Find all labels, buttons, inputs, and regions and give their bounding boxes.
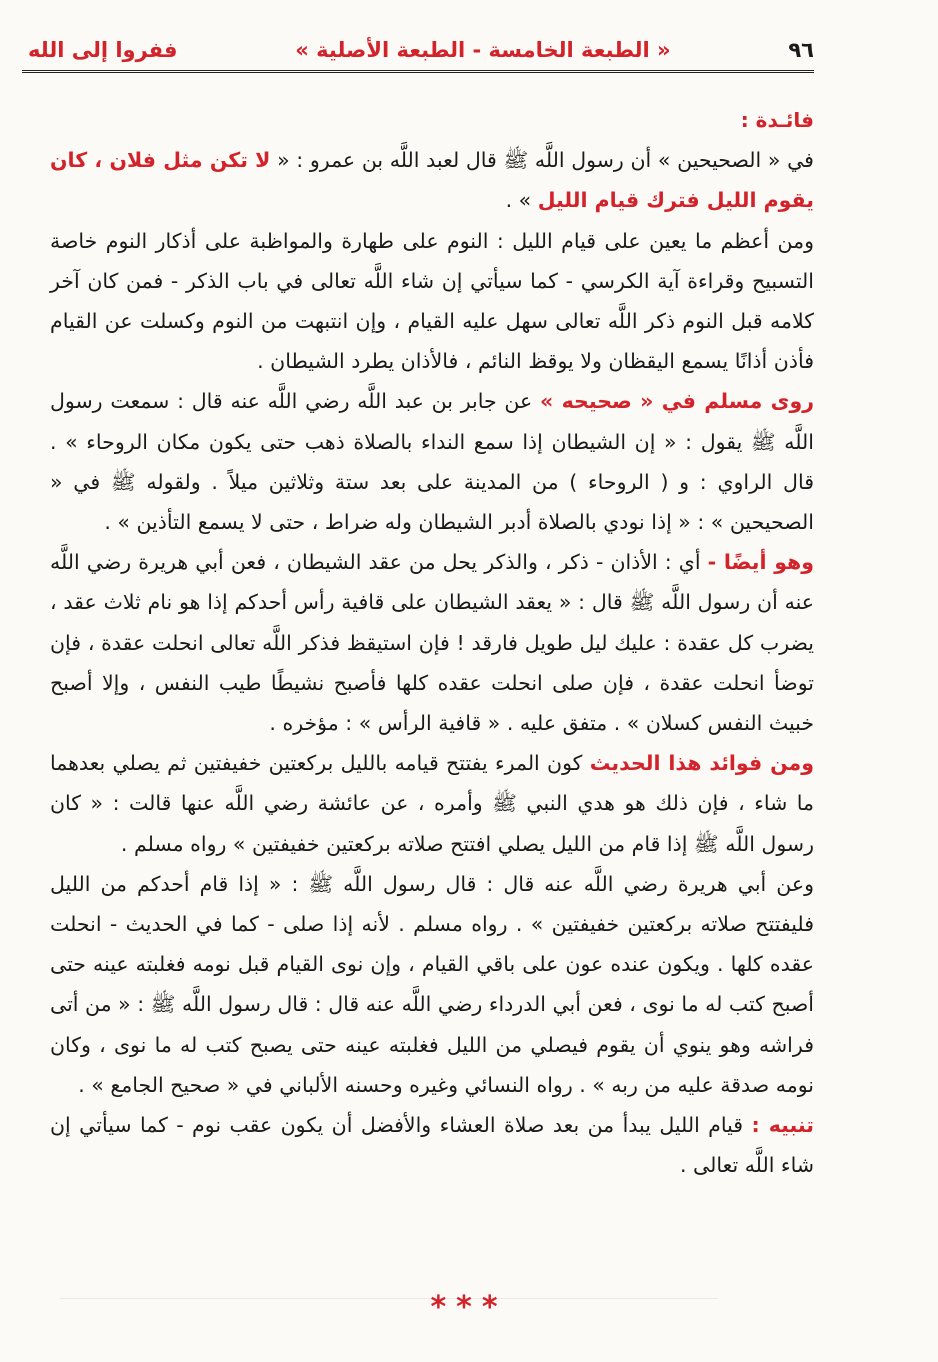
header-divider <box>22 70 814 73</box>
paragraph-3-text: عن جابر بن عبد اللَّه رضي اللَّه عنه قال : سمعت رسول اللَّه ﷺ يقول : « إن الشيطان إذا سمع النداء بالصلاة ذهب حتى يكون مكان الروحاء » . قال الراوي : و ( الروحاء ) من المدينة على بعد ستة وثلاثين ميلاً . ولقوله ﷺ في « الصحيحين » : « إذا نودي بالصلاة أدبر الشيطان وله ضراط ، حتى لا يسمع التأذين » . <box>50 389 814 535</box>
paragraph-3-lead: روى مسلم في « صحيحه » <box>540 389 815 414</box>
paragraph-6: وعن أبي هريرة رضي اللَّه عنه قال : قال رسول اللَّه ﷺ : « إذا قام أحدكم من الليل فليفتتح صلاته بركعتين خفيفتين » . رواه مسلم . لأنه إذا صلى - كما في الحديث - انحلت عقده كلها . ويكون عنده عون على باقي القيام ، وإن نوى القيام قبل نومه فغلبته عينه حتى أصبح كتب له ما نوى ، فعن أبي الدرداء رضي اللَّه عنه قال : قال رسول اللَّه ﷺ : « من أتى فراشه وهو ينوي أن يقوم فيصلي من الليل فغلبته عينه حتى يصبح كتب له ما نوى ، وكان نومه صدقة عليه من ربه » . رواه النسائي وغيره وحسنه الألباني في « صحيح الجامع » . <box>50 871 814 1097</box>
paragraph-1-text: في « الصحيحين » أن رسول اللَّه ﷺ قال لعبد اللَّه بن عمرو : « <box>277 148 814 173</box>
paragraph-7-text: قيام الليل يبدأ من بعد صلاة العشاء والأفضل أن يكون عقب نوم - كما سيأتي إن شاء اللَّه تعالى . <box>50 1113 814 1178</box>
paragraph-7 <box>50 1105 814 1185</box>
paragraph-1 <box>50 140 814 220</box>
paragraph-7-lead: تنبيه : <box>751 1113 814 1138</box>
paragraph-4-text: أي : الأذان - ذكر ، والذكر يحل من عقد الشيطان ، فعن أبي هريرة رضي اللَّه عنه أن رسول اللَّه ﷺ قال : « يعقد الشيطان على قافية رأس أحدكم إذا هو نام ثلاث عقد ، يضرب كل عقدة : عليك ليل طويل فارقد ! فإن استيقظ فذكر اللَّه تعالى انحلت عقدة ، فإن توضأ انحلت عقدة ، فإن صلى انحلت عقده كلها فأصبح نشيطًا طيب النفس ، وإلا أصبح خبيث النفس كسلان » . متفق عليه . « قافية الرأس » : مؤخره . <box>50 550 814 736</box>
paragraph-2: ومن أعظم ما يعين على قيام الليل : النوم على طهارة والمواظبة على أذكار النوم خاصة التسبيح وقراءة آية الكرسي - كما سيأتي إن شاء اللَّه تعالى في باب الذكر - فمن كان آخر كلامه قبل النوم ذكر اللَّه تعالى سهل عليه القيام ، وإن انتبهت من النوم وكسلت عن القيام فأذن أذانًا يسمع اليقظان ولا يوقظ النائم ، فالأذان يطرد الشيطان . <box>50 228 814 374</box>
book-title: ففروا إلى الله <box>28 38 178 62</box>
paragraph-5-text: كون المرء يفتتح قيامه بالليل بركعتين خفيفتين ثم يصلي بعدهما ما شاء ، فإن ذلك هو هدي النبي ﷺ وأمره ، عن عائشة رضي اللَّه عنها قالت : « كان رسول اللَّه ﷺ إذا قام من الليل يصلي افتتح صلاته بركعتين خفيفتين » رواه مسلم . <box>50 751 814 856</box>
page-body <box>50 100 814 1185</box>
page-number: ٩٦ <box>788 38 814 62</box>
paragraph-1-end: » . <box>505 188 532 213</box>
paragraph-5-lead: ومن فوائد هذا الحديث <box>589 751 814 776</box>
page-header <box>28 30 814 70</box>
paragraph-3 <box>50 381 814 542</box>
paragraph-1-quote: لا تكن مثل فلان ، كان يقوم الليل فترك قيام الليل <box>50 148 814 213</box>
section-end-stars: *** <box>430 1290 508 1325</box>
paragraph-4-lead: وهو أيضًا - <box>707 550 814 575</box>
edition-label: « الطبعة الخامسة - الطبعة الأصلية » <box>295 38 671 62</box>
paragraph-5 <box>50 743 814 864</box>
section-heading <box>50 100 814 140</box>
faida-heading: فائـدة : <box>740 108 814 132</box>
paragraph-4 <box>50 542 814 743</box>
